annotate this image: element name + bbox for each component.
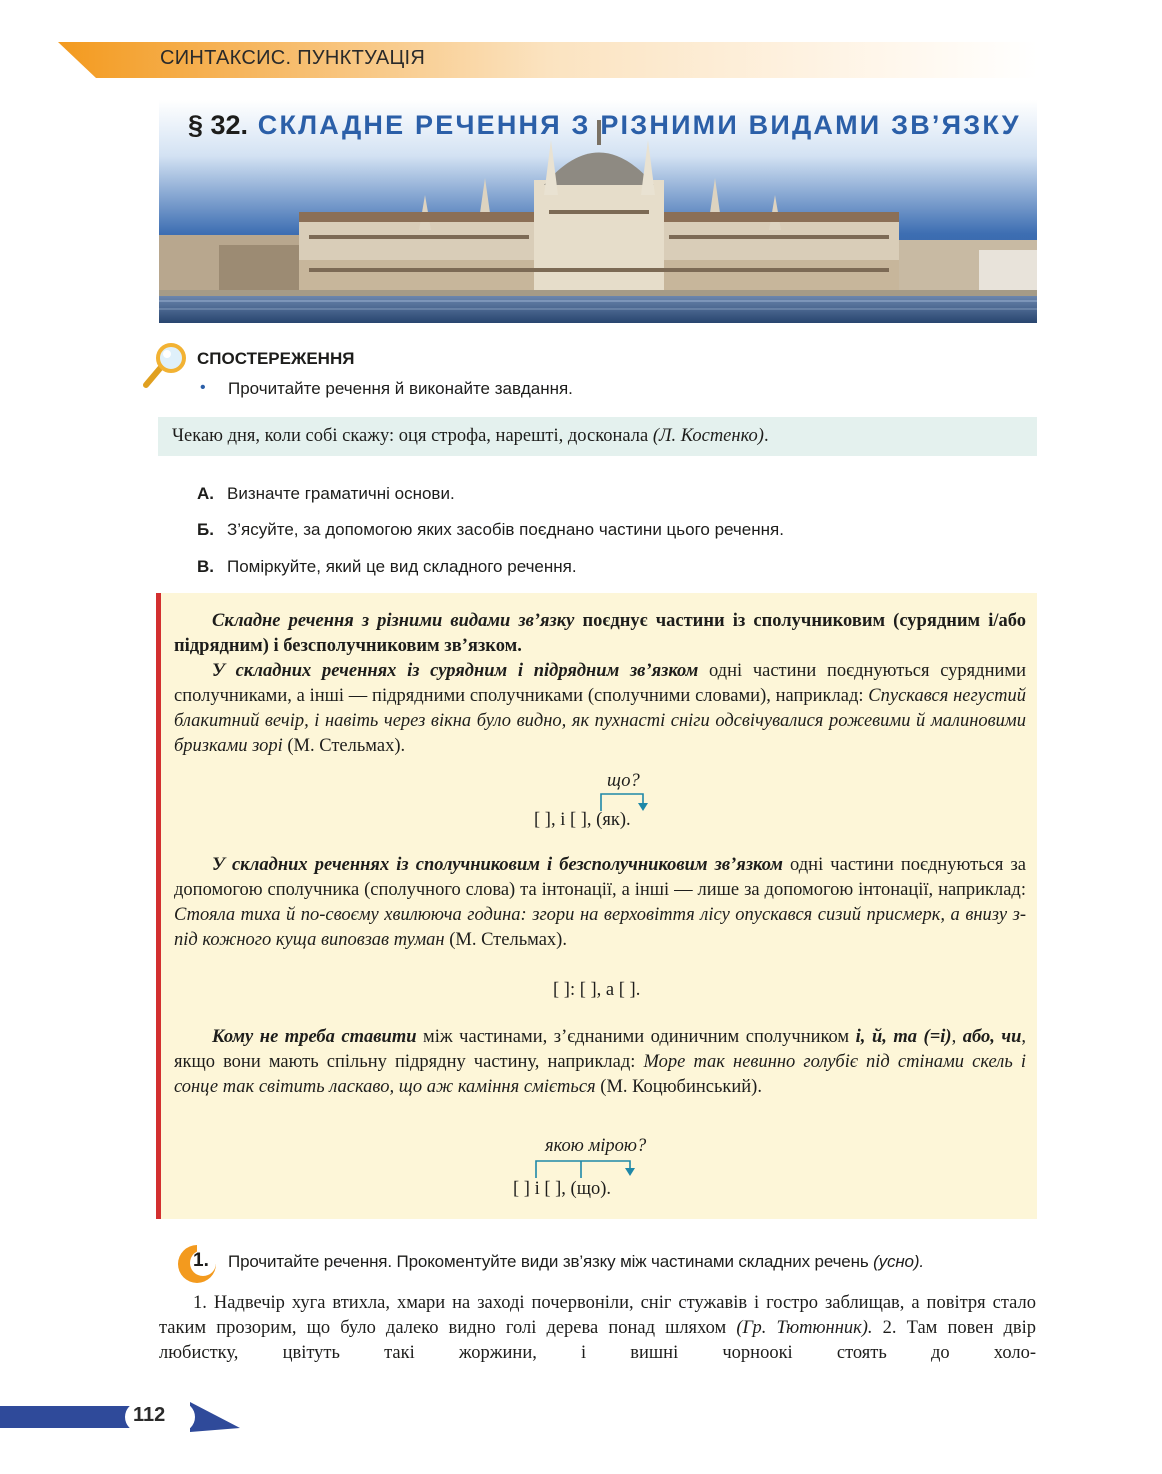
observation-instruction: Прочитайте речення й виконайте завдання.	[228, 379, 573, 398]
quote-end: .	[763, 426, 769, 446]
task-item	[197, 484, 455, 504]
rule-term: Складне речення з різними видами зв’язку	[212, 611, 575, 631]
magnifier-icon	[140, 340, 190, 390]
page-number-band	[0, 1402, 240, 1432]
rule-paragraph-2	[174, 659, 1026, 759]
rule-text: , якщо вони мають спільну підрядну частину, наприклад:	[174, 1027, 1026, 1072]
quote-sentence	[172, 426, 769, 447]
rule-term: У складних реченнях із сполучниковим і безсполучниковим зв’язком	[212, 855, 783, 875]
task-text: З’ясуйте, за допомогою яких засобів поєднано частини цього речення.	[227, 520, 784, 539]
exercise-author: (Гр. Тютюнник).	[736, 1318, 873, 1338]
rule-conjunctions: або, чи	[962, 1027, 1022, 1047]
exercise-sentence: 1. Надвечір хуга втихла, хмари на заході почервоніли, сніг стужавів і гостро заблищав, а повітря стало таким прозорим, що було далеко видно голі дерева понад шляхом	[159, 1293, 1036, 1338]
exercise-instruction: Прочитайте речення. Прокоментуйте види зв’язку між частинами складних речень	[228, 1252, 869, 1271]
quote-box	[158, 417, 1037, 456]
observation-title: СПОСТЕРЕЖЕННЯ	[197, 349, 355, 368]
exercise-note: (усно).	[873, 1252, 924, 1271]
rule-text: одні частини поєднуються за допомогою сполучника (сполучного слова) та інтонації, а інші — лише за допомогою інтонації, наприклад:	[174, 855, 1026, 900]
section-title: СИНТАКСИС. ПУНКТУАЦІЯ	[160, 47, 426, 69]
rule-text: одні частини поєднуються сурядними сполучниками, а інші — підрядними сполучниками (сполучними словами), наприклад:	[174, 661, 1026, 706]
task-letter: В.	[197, 557, 214, 576]
task-letter: Б.	[197, 520, 214, 539]
exercise-instruction-line	[228, 1252, 924, 1272]
quote-text: Чекаю дня, коли собі скажу: оця строфа, нарешті, досконала	[172, 426, 649, 446]
task-item	[197, 520, 784, 540]
exercise-text	[159, 1291, 1036, 1366]
scheme-arrow-icon	[530, 1158, 640, 1180]
scheme-formula: [ ] і [ ], (що).	[513, 1179, 611, 1199]
task-item	[197, 557, 577, 577]
exercise-sentence: 2. Там повен двір любистку, цвітуть такі жоржини, і вишні чорноокі стоять до холо-	[159, 1318, 1036, 1363]
scheme-question: що?	[607, 771, 640, 791]
rule-example: Море так невинно голубіє під стінами скель і сонце так світить ласкаво, що аж каміння сміється	[174, 1052, 1026, 1097]
bullet-icon: •	[200, 379, 206, 396]
chapter-heading	[188, 110, 1021, 141]
rule-definition: поєднує частини із сполучниковим (сурядним і/або підрядним) і безсполучниковим зв’язком.	[174, 611, 1026, 656]
rule-author: (М. Коцюбинський).	[595, 1077, 762, 1097]
rule-separator: ,	[951, 1027, 963, 1047]
rule-term: Кому не треба ставити	[212, 1027, 417, 1047]
page-number: 112	[133, 1404, 166, 1426]
scheme-formula: [ ]: [ ], а [ ].	[553, 980, 641, 1000]
rule-term: У складних реченнях із сурядним і підрядним зв’язком	[212, 661, 699, 681]
exercise-number: 1.	[193, 1250, 209, 1271]
task-letter: А.	[197, 484, 214, 503]
chapter-number: § 32.	[188, 110, 249, 140]
rule-conjunctions: і, й, та (=і)	[855, 1027, 952, 1047]
rule-example: Спускався негустий блакитний вечір, і навіть через вікна було видно, як пухнасті сніги одсвічувалися рожевими й малиновими бризками зорі	[174, 686, 1027, 756]
rule-author: (М. Стельмах).	[282, 736, 406, 756]
rule-paragraph-4	[174, 1025, 1026, 1100]
rule-paragraph-1	[174, 609, 1026, 659]
task-text: Визначте граматичні основи.	[227, 484, 455, 503]
chapter-title: СКЛАДНЕ РЕЧЕННЯ З РІЗНИМИ ВИДАМИ ЗВ’ЯЗКУ	[257, 110, 1021, 140]
task-text: Поміркуйте, який це вид складного речення.	[227, 557, 577, 576]
quote-author: (Л. Костенко)	[652, 426, 764, 446]
rule-paragraph-3	[174, 853, 1026, 953]
rule-example: Стояла тиха й по-своєму хвилююча година: згори на верховіття лісу опускався сизий присмерк, а внизу з-під кожного куща виповзав туман	[174, 905, 1026, 950]
scheme-formula: [ ], і [ ], (як).	[534, 810, 631, 830]
rule-text: між частинами, з’єднаними одиничним сполучником	[416, 1027, 856, 1047]
scheme-question: якою мірою?	[545, 1136, 647, 1156]
rule-author: (М. Стельмах).	[444, 930, 567, 950]
